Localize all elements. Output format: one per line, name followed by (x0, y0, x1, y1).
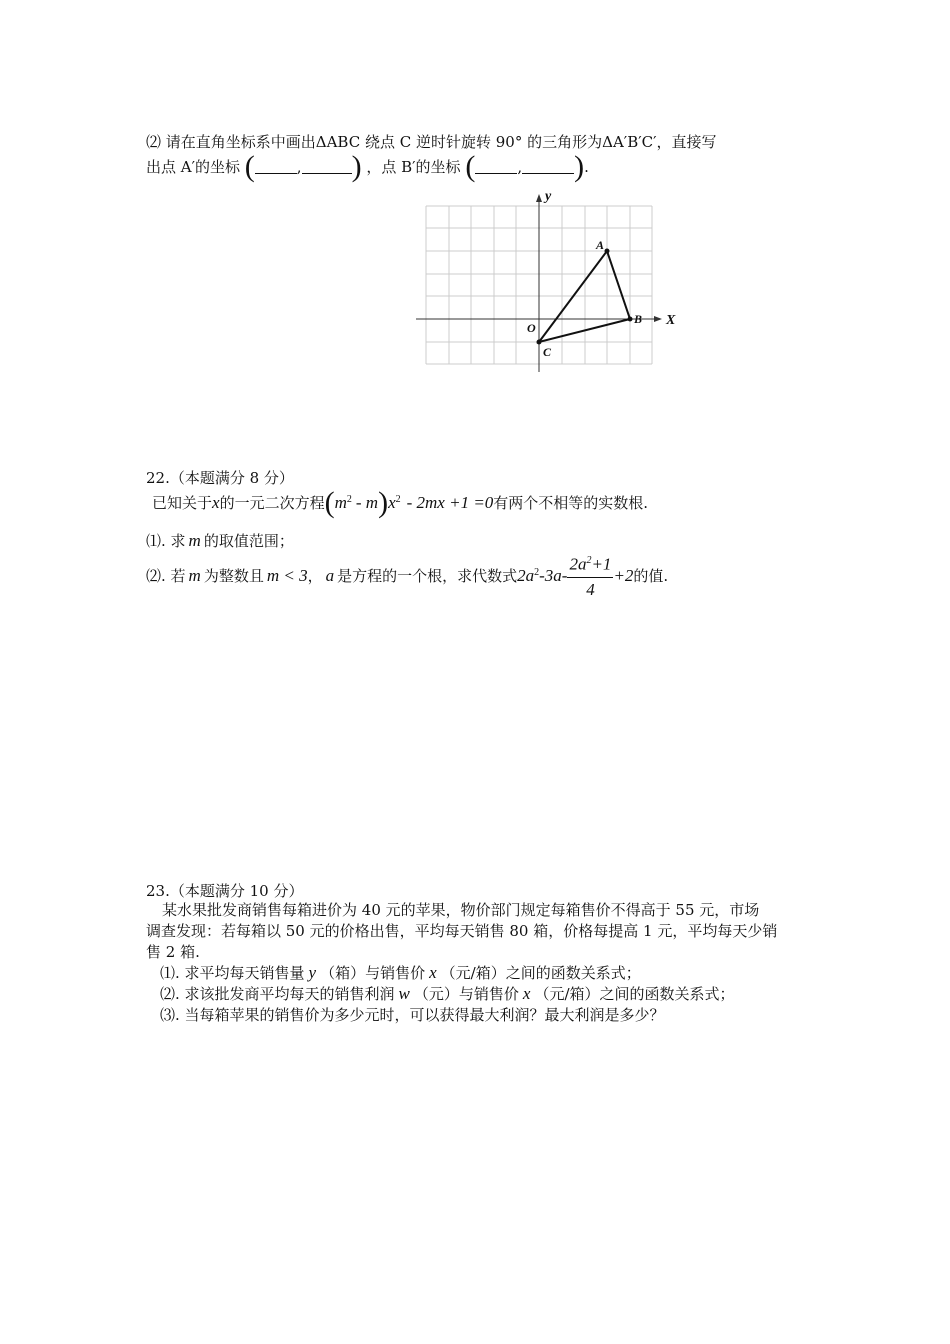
q22-p2-comma: ， (307, 566, 323, 585)
frac-num-b: +1 (591, 554, 612, 574)
q23-part1 (160, 962, 641, 984)
q22-p2-a: ⑵. 若 (146, 566, 186, 585)
q22-intro (152, 486, 649, 519)
x-axis-arrow-icon (654, 316, 662, 322)
fraction-denominator: 4 (586, 579, 595, 599)
var-a: a (325, 565, 335, 585)
right-paren-icon: ) (378, 486, 389, 519)
q23-body-line3: 售 2 箱. (146, 943, 200, 961)
var-x: x (388, 493, 396, 512)
point-a-dot (605, 249, 610, 254)
period: . (584, 158, 589, 176)
var-x: x (522, 984, 531, 1003)
fraction-numerator (567, 550, 613, 578)
comma: , (517, 158, 523, 176)
b-prime-y-blank[interactable] (522, 159, 574, 174)
right-paren-icon: ) (351, 150, 362, 183)
q22-intro-c: 有两个不相等的实数根. (493, 494, 649, 512)
minus-m: - m (355, 493, 379, 512)
q21-line2-a: 出点 A′的坐标 (146, 158, 241, 176)
q23-p1-b: （箱）与销售价 (320, 964, 426, 982)
fraction (567, 550, 613, 602)
minus-2mx: - 2mx +1 =0 (406, 493, 494, 512)
q23-part2 (160, 983, 735, 1005)
x-label: X (666, 313, 676, 328)
q22-header: 22.（本题满分 8 分） (146, 469, 294, 487)
point-c-label: C (543, 345, 552, 359)
condition: m < 3 (266, 565, 308, 585)
q22-p1-a: ⑴. 求 (146, 532, 186, 550)
left-paren-icon: ( (324, 486, 335, 519)
b-prime-x-blank[interactable] (475, 159, 517, 174)
expr-left: 2a (517, 565, 535, 585)
q22-intro-b: 的一元二次方程 (219, 494, 325, 512)
q22-part2 (146, 551, 668, 603)
comma: , (296, 158, 302, 176)
q22-intro-a: 已知关于 (152, 494, 213, 512)
point-c-dot (537, 340, 542, 345)
q22-p2-c: 是方程的一个根，求代数式 (337, 566, 518, 585)
var-m: m (188, 531, 201, 550)
coordinate-figure (410, 185, 690, 380)
point-b-label: B (634, 312, 643, 326)
q22-p1-b: 的取值范围； (203, 532, 294, 550)
q23-header: 23.（本题满分 10 分） (146, 882, 304, 900)
q21-line1: ⑵ 请在直角坐标系中画出ΔABC 绕点 C 逆时针旋转 90° 的三角形为ΔA′B′C′，直接写 (146, 133, 717, 151)
a-prime-y-blank[interactable] (302, 159, 352, 174)
left-paren-icon: ( (465, 150, 476, 183)
q23-p2-b: （元）与销售价 (413, 985, 519, 1003)
q23-p2-c: （元/箱）之间的函数关系式； (534, 985, 735, 1003)
var-x: x (429, 963, 437, 982)
frac-num-a: 2a (569, 554, 587, 574)
q22-part1 (146, 530, 294, 551)
square: 2 (534, 566, 540, 578)
origin-label: O (527, 321, 536, 335)
q21-line2 (146, 150, 589, 183)
q23-body-line2: 调查发现：若每箱以 50 元的价格出售，平均每天销售 80 箱，价格每提高 1 元，平均每天少销 (146, 922, 778, 940)
q23-p1-c: （元/箱）之间的函数关系式； (440, 964, 641, 982)
left-paren-icon: ( (244, 150, 255, 183)
q23-p1-a: ⑴. 求平均每天销售量 (160, 964, 305, 982)
q22-p2-b: 为整数且 (203, 566, 264, 585)
q23-part3: ⑶. 当每箱苹果的销售价为多少元时，可以获得最大利润？最大利润是多少？ (160, 1006, 665, 1024)
var-x: x (212, 493, 220, 512)
expr-right: +2 (613, 565, 634, 585)
q23-body-line1: 某水果批发商销售每箱进价为 40 元的苹果，物价部门规定每箱售价不得高于 55 元，市场 (162, 901, 760, 919)
point-b-dot (628, 317, 633, 322)
right-paren-icon: ) (574, 150, 585, 183)
var-w: w (398, 984, 410, 1003)
q22-p2-end: 的值. (633, 566, 669, 585)
square: 2 (586, 555, 592, 566)
q21-line2-b: ，点 B′的坐标 (366, 158, 461, 176)
y-axis-arrow-icon (536, 194, 542, 202)
q23-p2-a: ⑵. 求该批发商平均每天的销售利润 (160, 985, 395, 1003)
y-label: y (545, 189, 552, 204)
expr-mid: -3a- (539, 565, 568, 585)
var-y: y (308, 963, 317, 982)
var-m: m (334, 493, 347, 512)
point-a-label: A (596, 238, 605, 252)
var-m: m (188, 565, 201, 585)
square: 2 (395, 494, 401, 505)
a-prime-x-blank[interactable] (255, 159, 297, 174)
square: 2 (346, 494, 352, 505)
